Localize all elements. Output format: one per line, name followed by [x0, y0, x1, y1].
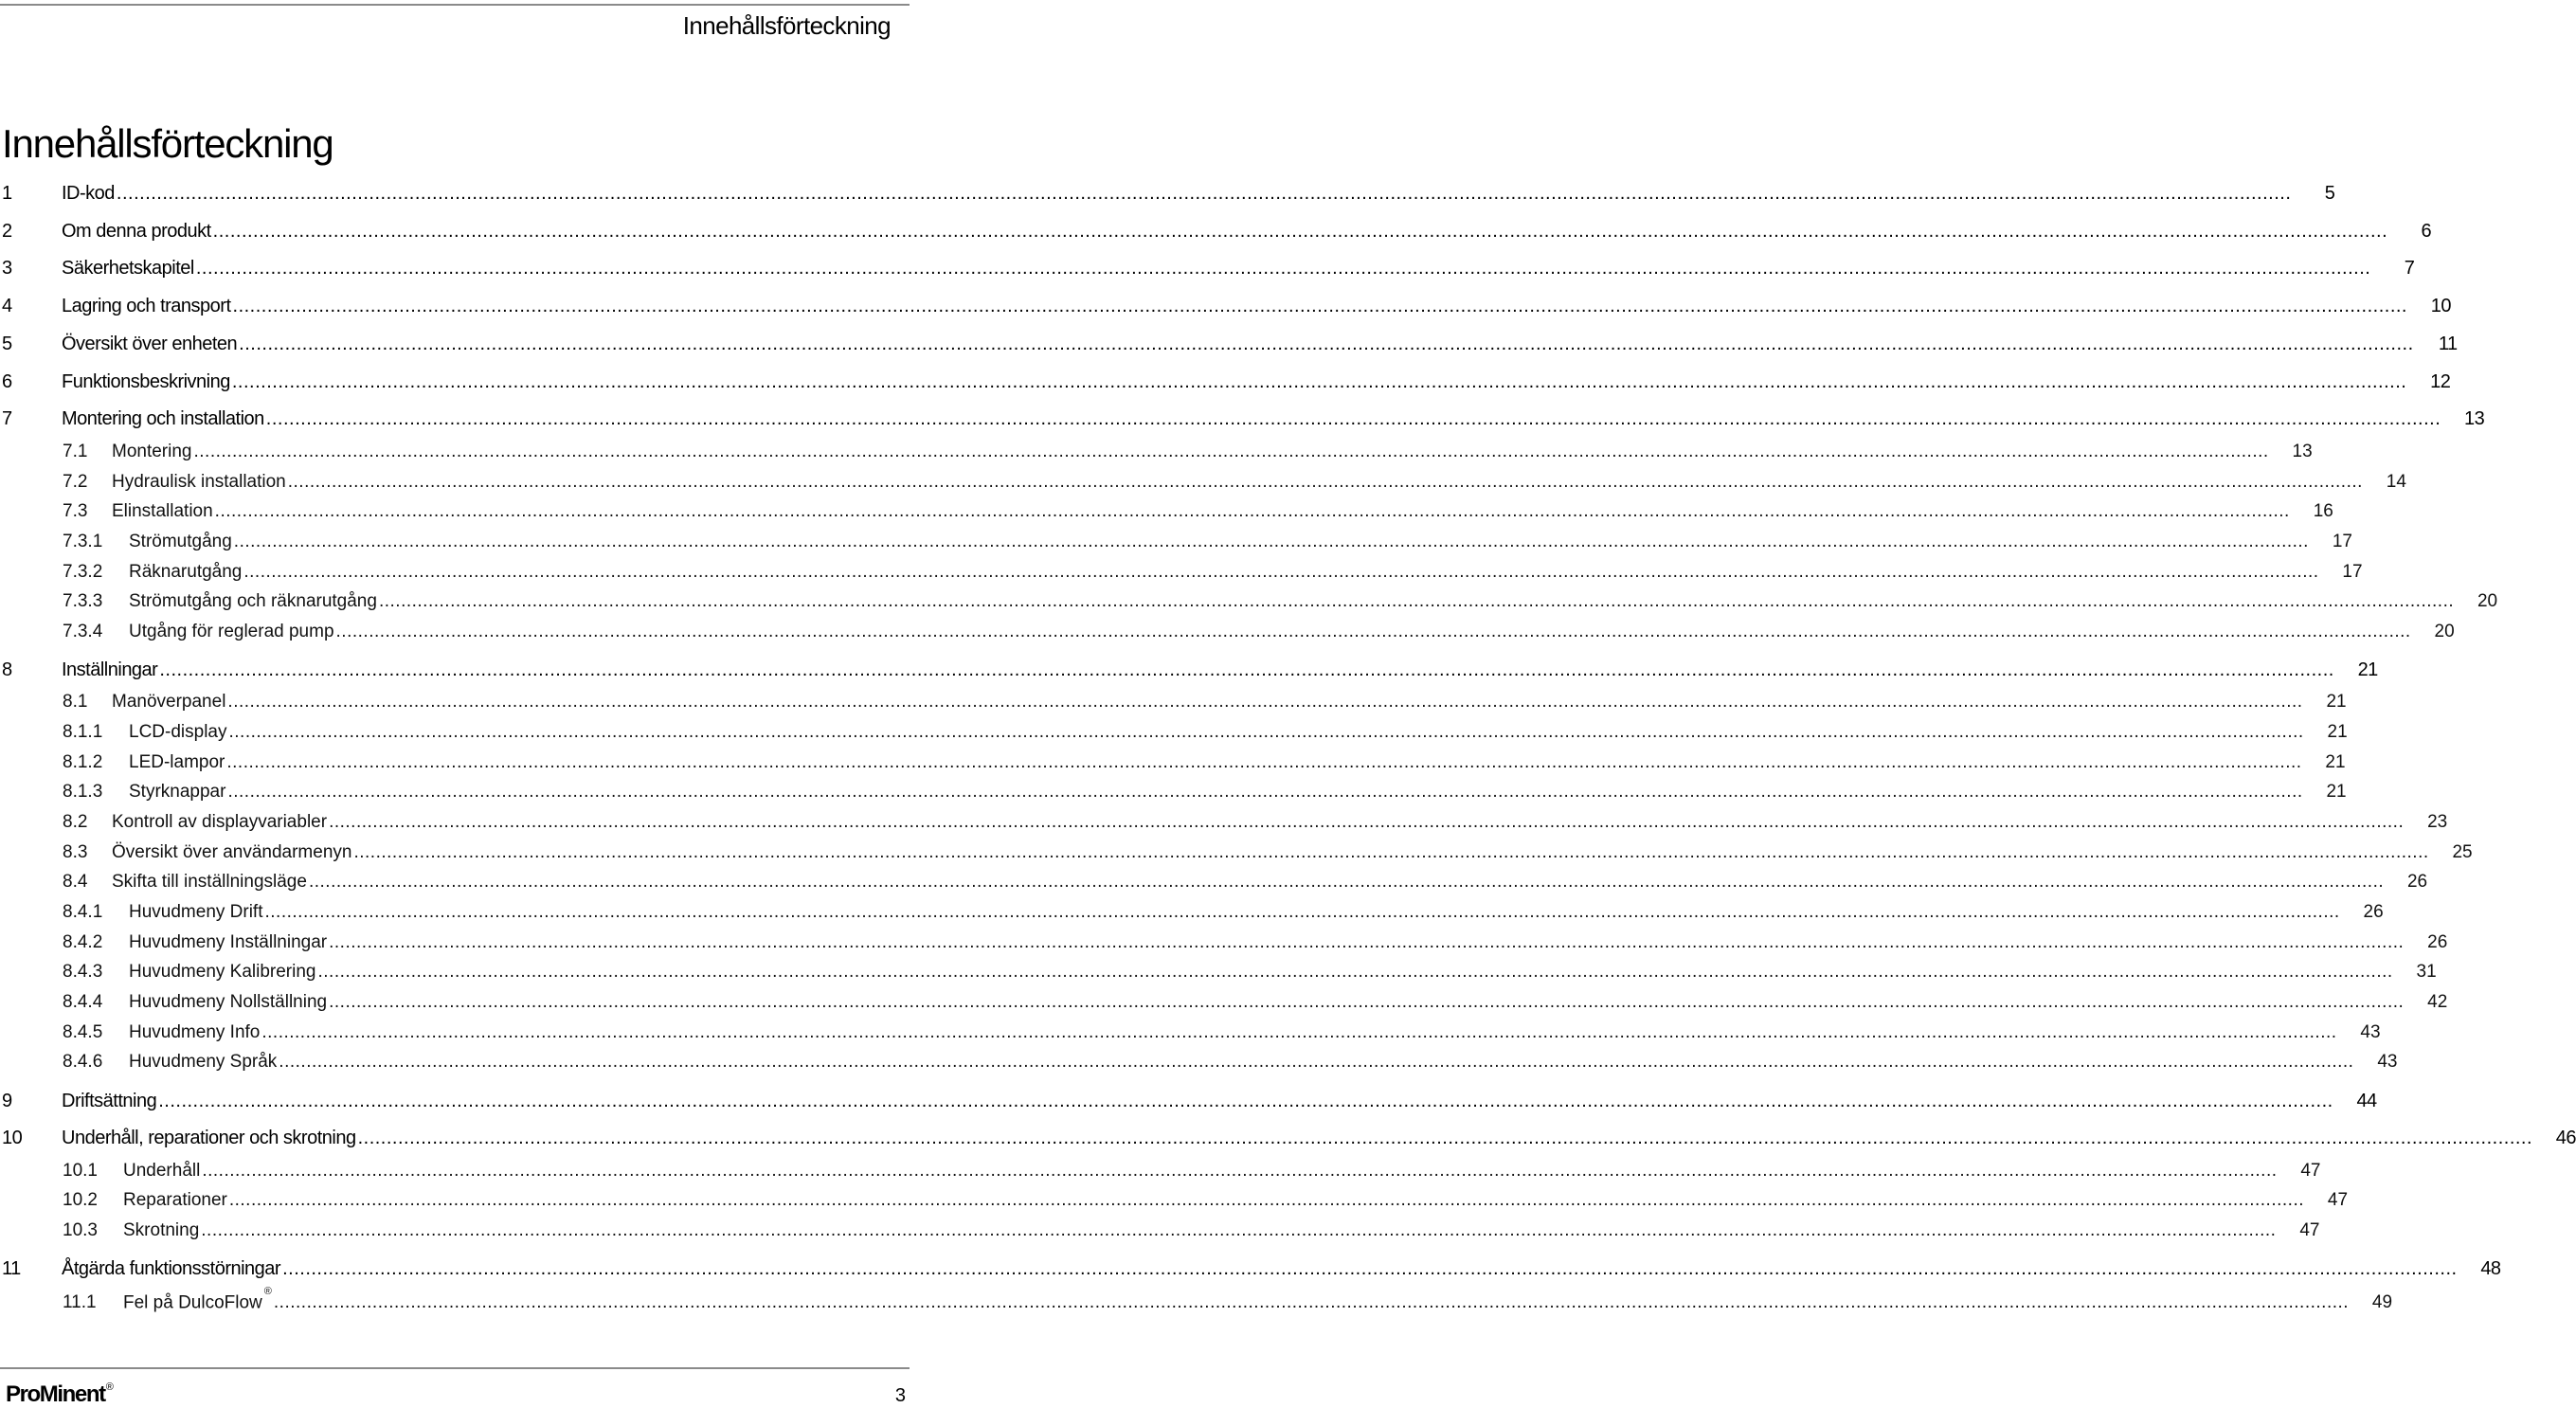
toc-entry[interactable] [63, 622, 2455, 646]
toc-title: Översikt över användarmenyn [112, 842, 352, 862]
toc-leader [379, 591, 2454, 612]
toc-page: 16 [2313, 501, 2333, 521]
toc-number: 9 [2, 1091, 12, 1111]
toc-leader [353, 842, 2428, 863]
toc-entry[interactable] [2, 183, 2335, 208]
toc-entry[interactable] [2, 1091, 2377, 1115]
toc-number: 8.4.5 [63, 1022, 103, 1042]
toc-title: Säkerhetskapitel [62, 258, 194, 279]
toc-number: 8.1 [63, 692, 88, 712]
toc-page: 21 [2326, 782, 2347, 802]
toc-page: 10 [2430, 296, 2451, 316]
toc-page: 49 [2371, 1292, 2393, 1313]
toc-title: ID-kod [62, 183, 115, 204]
toc-entry[interactable] [63, 932, 2448, 957]
toc-title: LED-lampor [129, 752, 225, 772]
toc-number: 8.4.2 [63, 932, 103, 952]
toc-leader [233, 296, 2407, 317]
toc-number: 8.4 [63, 872, 88, 892]
toc-page: 48 [2480, 1258, 2501, 1279]
toc-entry[interactable] [2, 659, 2378, 684]
toc-title: Inställningar [62, 659, 158, 680]
toc-leader [261, 1022, 2336, 1043]
toc-number: 10.1 [63, 1161, 98, 1181]
toc-leader [227, 692, 2302, 713]
toc-page: 21 [2325, 752, 2346, 772]
toc-entry[interactable] [2, 334, 2458, 358]
toc-title: Funktionsbeskrivning [62, 371, 230, 392]
toc-page: 21 [2357, 659, 2378, 680]
toc-number: 4 [2, 296, 12, 316]
toc-page: 43 [2360, 1022, 2381, 1042]
toc-title: Skifta till inställningsläge [112, 872, 307, 892]
toc-page: 20 [2477, 591, 2498, 611]
toc-leader [274, 1292, 2349, 1313]
toc-entry[interactable] [2, 1258, 2501, 1283]
toc-entry[interactable] [63, 722, 2348, 747]
toc-entry[interactable] [63, 532, 2352, 556]
toc-page: 47 [2299, 1220, 2320, 1240]
toc-entry[interactable] [63, 782, 2347, 806]
logo-text: ProMinent [6, 1381, 105, 1407]
toc-title: Montering och installation [62, 408, 264, 429]
page-number: 3 [894, 1385, 906, 1406]
toc-leader [227, 782, 2302, 803]
toc-title: Hydraulisk installation [112, 472, 286, 492]
toc-number: 7.1 [63, 442, 88, 461]
toc-entry[interactable] [63, 1220, 2320, 1245]
toc-leader [201, 1220, 2276, 1241]
toc-title: Huvudmeny Nollställning [129, 992, 328, 1012]
toc-leader [159, 659, 2333, 681]
toc-entry[interactable] [63, 842, 2473, 867]
toc-page: 13 [2464, 408, 2485, 429]
toc-number: 5 [2, 334, 12, 354]
toc-page: 31 [2416, 962, 2437, 982]
toc-page: 20 [2434, 622, 2455, 641]
page-title: Innehållsförteckning [2, 121, 333, 166]
toc-page: 21 [2327, 722, 2348, 742]
toc-title: Huvudmeny Kalibrering [129, 962, 316, 982]
toc-page: 23 [2427, 812, 2448, 832]
toc-title: Styrknappar [129, 782, 226, 802]
toc-entry[interactable] [2, 371, 2451, 396]
toc-title: Om denna produkt [62, 221, 211, 242]
toc-number: 8.1.1 [63, 722, 103, 742]
toc-title: Räknarutgång [129, 562, 243, 582]
toc-title: LCD-display [129, 722, 227, 742]
toc-title: Driftsättning [62, 1091, 157, 1111]
toc-leader [329, 992, 2404, 1013]
toc-title: Skrotning [123, 1220, 200, 1240]
toc-entry[interactable] [63, 1286, 2393, 1317]
toc-title: Reparationer [123, 1190, 227, 1210]
toc-title: Underhåll, reparationer och skrotning [62, 1128, 356, 1148]
toc-number: 8.3 [63, 842, 88, 862]
toc-page: 43 [2377, 1052, 2398, 1072]
toc-leader [318, 962, 2393, 983]
registered-mark: ® [263, 1286, 272, 1297]
toc-leader [243, 562, 2318, 583]
toc-number: 8.4.4 [63, 992, 103, 1012]
toc-leader [239, 334, 2413, 355]
toc-entry[interactable] [63, 562, 2363, 587]
toc-leader [213, 221, 2387, 243]
toc-number: 7.3.4 [63, 622, 103, 641]
toc-title: Underhåll [123, 1161, 201, 1181]
toc-leader [158, 1091, 2333, 1112]
toc-page: 6 [2421, 221, 2432, 242]
toc-title: Huvudmeny Inställningar [129, 932, 328, 952]
toc-number: 1 [2, 183, 12, 204]
toc-leader [196, 258, 2370, 280]
toc-entry[interactable] [63, 591, 2498, 616]
toc-entry[interactable] [63, 752, 2346, 777]
toc-number: 6 [2, 371, 12, 392]
toc-page: 44 [2356, 1091, 2377, 1111]
toc-page: 26 [2427, 932, 2448, 952]
footer-rule [0, 1367, 910, 1369]
toc-page: 21 [2326, 692, 2347, 712]
toc-entry[interactable] [63, 501, 2333, 526]
toc-page: 46 [2555, 1128, 2576, 1148]
toc-number: 7.3 [63, 501, 88, 521]
toc-number: 10.2 [63, 1190, 98, 1210]
toc-page: 5 [2324, 183, 2335, 204]
toc-entry[interactable] [63, 442, 2313, 466]
toc-page: 47 [2327, 1190, 2349, 1210]
toc-leader [336, 622, 2411, 642]
toc-number: 8.1.3 [63, 782, 103, 802]
toc-title: Åtgärda funktionsstörningar [62, 1258, 281, 1279]
toc-entry[interactable] [2, 408, 2485, 433]
toc-number: 10.3 [63, 1220, 98, 1240]
toc-title: Översikt över enheten [62, 334, 238, 354]
toc-number: 11 [2, 1258, 21, 1279]
toc-number: 7.3.3 [63, 591, 103, 611]
toc-number: 7.3.1 [63, 532, 103, 551]
toc-leader [282, 1258, 2457, 1280]
toc-entry[interactable] [63, 812, 2448, 837]
toc-leader [202, 1161, 2277, 1182]
toc-leader [329, 812, 2404, 833]
toc-number: 8.4.1 [63, 902, 103, 922]
toc-leader [232, 371, 2406, 393]
toc-leader [215, 501, 2290, 522]
toc-number: 8 [2, 659, 12, 680]
prominent-logo [6, 1381, 112, 1408]
toc-title: Huvudmeny Språk [129, 1052, 278, 1072]
toc-entry[interactable] [2, 258, 2415, 282]
toc-page: 26 [2406, 872, 2428, 892]
toc-entry[interactable] [63, 872, 2428, 896]
toc-number: 8.1.2 [63, 752, 103, 772]
toc-leader [265, 902, 2340, 923]
toc-number: 8.4.6 [63, 1052, 103, 1072]
toc-title: Utgång för reglerad pump [129, 622, 334, 641]
toc-leader [228, 722, 2303, 743]
toc-entry[interactable] [63, 902, 2384, 927]
toc-title-text: Fel på DulcoFlow [123, 1292, 262, 1313]
toc-title [123, 1286, 272, 1313]
toc-title: Elinstallation [112, 501, 213, 521]
toc-entry[interactable] [2, 296, 2451, 320]
toc-entry[interactable] [63, 1190, 2349, 1215]
toc-number: 8.4.3 [63, 962, 103, 982]
toc-number: 2 [2, 221, 12, 242]
toc-title: Strömutgång [129, 532, 232, 551]
toc-entry[interactable] [2, 1128, 2576, 1152]
toc-leader [279, 1052, 2353, 1073]
toc-page: 17 [2332, 532, 2352, 551]
toc-page: 7 [2404, 258, 2415, 279]
toc-title: Kontroll av displayvariabler [112, 812, 328, 832]
toc-leader [266, 408, 2441, 430]
toc-leader [234, 532, 2309, 552]
toc-page: 14 [2386, 472, 2406, 492]
toc-title: Montering [112, 442, 192, 461]
toc-leader [309, 872, 2384, 893]
toc-title: Huvudmeny Info [129, 1022, 261, 1042]
toc-leader [229, 1190, 2304, 1211]
toc-entry[interactable] [63, 1052, 2398, 1076]
toc-leader [117, 183, 2291, 205]
toc-title: Strömutgång och räknarutgång [129, 591, 377, 611]
toc-page: 25 [2452, 842, 2473, 862]
toc-leader [194, 442, 2269, 462]
toc-page: 26 [2363, 902, 2384, 922]
toc-page: 47 [2300, 1161, 2321, 1181]
logo-registered-mark: ® [105, 1381, 113, 1393]
toc-number: 7.3.2 [63, 562, 103, 582]
toc-leader [358, 1128, 2532, 1149]
toc-page: 42 [2427, 992, 2448, 1012]
toc-entry[interactable] [63, 992, 2448, 1017]
toc-number: 11.1 [63, 1292, 97, 1312]
toc-number: 10 [2, 1128, 23, 1148]
running-header: Innehållsförteckning [682, 11, 891, 40]
toc-page: 11 [2438, 334, 2458, 354]
toc-title: Manöverpanel [112, 692, 226, 712]
toc-number: 3 [2, 258, 12, 279]
toc-page: 17 [2342, 562, 2363, 582]
toc-entry[interactable] [63, 1022, 2381, 1047]
toc-entry[interactable] [63, 962, 2437, 986]
toc-number: 7 [2, 408, 12, 429]
toc-leader [288, 472, 2363, 493]
toc-number: 8.2 [63, 812, 88, 832]
toc-entry[interactable] [63, 472, 2406, 496]
toc-entry[interactable] [63, 692, 2347, 716]
toc-title: Lagring och transport [62, 296, 231, 316]
toc-page: 12 [2430, 371, 2451, 392]
toc-title: Huvudmeny Drift [129, 902, 263, 922]
toc-entry[interactable] [63, 1161, 2321, 1185]
toc-number: 7.2 [63, 472, 88, 492]
toc-leader [226, 752, 2301, 773]
toc-entry[interactable] [2, 221, 2432, 245]
toc-leader [329, 932, 2404, 953]
toc-page: 13 [2292, 442, 2313, 461]
